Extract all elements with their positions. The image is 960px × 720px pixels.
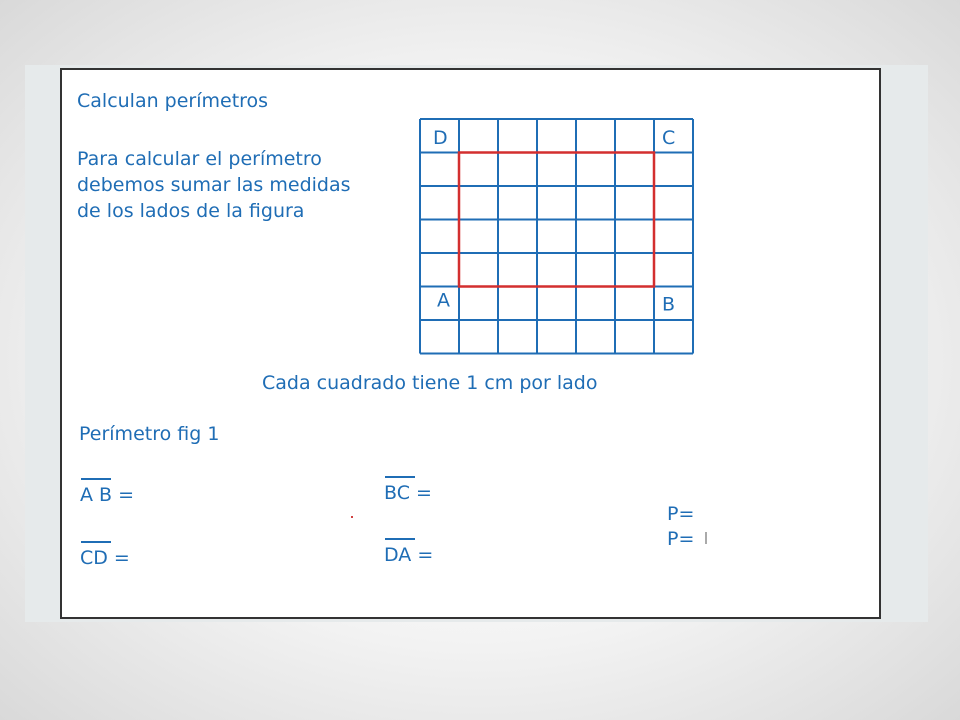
perimeter-rectangle — [459, 153, 654, 287]
formula-ab — [80, 484, 134, 506]
formula-p1: P= — [667, 503, 695, 525]
formula-bc — [384, 482, 432, 504]
worksheet-card — [60, 68, 881, 619]
perimeter-subtitle: Perímetro fig 1 — [79, 423, 220, 445]
formula-ab-text: A B = — [80, 484, 135, 506]
overline-ab — [81, 478, 111, 480]
instruction-line: Para calcular el perímetro — [77, 148, 322, 170]
overline-cd — [81, 541, 111, 543]
corner-label-c: C — [662, 127, 676, 149]
formula-da — [384, 544, 433, 566]
instruction-line: de los lados de la figura — [77, 200, 305, 222]
instruction-line: debemos sumar las medidas — [77, 174, 351, 196]
corner-label-b: B — [662, 293, 676, 316]
formula-bc-text: BC = — [384, 482, 432, 504]
instruction-text — [77, 146, 351, 224]
stray-mark — [351, 516, 353, 518]
corner-label-a: A — [437, 289, 450, 312]
formula-da-text: DA = — [384, 544, 434, 566]
formula-p2: P= — [667, 528, 695, 550]
overline-bc — [385, 476, 415, 478]
overline-da — [385, 538, 415, 540]
worksheet-title: Calculan perímetros — [77, 90, 269, 112]
formula-cd-text: CD = — [80, 547, 130, 569]
formula-cd — [80, 547, 130, 569]
grid-lines — [420, 119, 693, 354]
corner-label-d: D — [433, 127, 448, 149]
grid-unit-note: Cada cuadrado tiene 1 cm por lado — [262, 372, 598, 394]
cursor-mark — [705, 532, 707, 544]
